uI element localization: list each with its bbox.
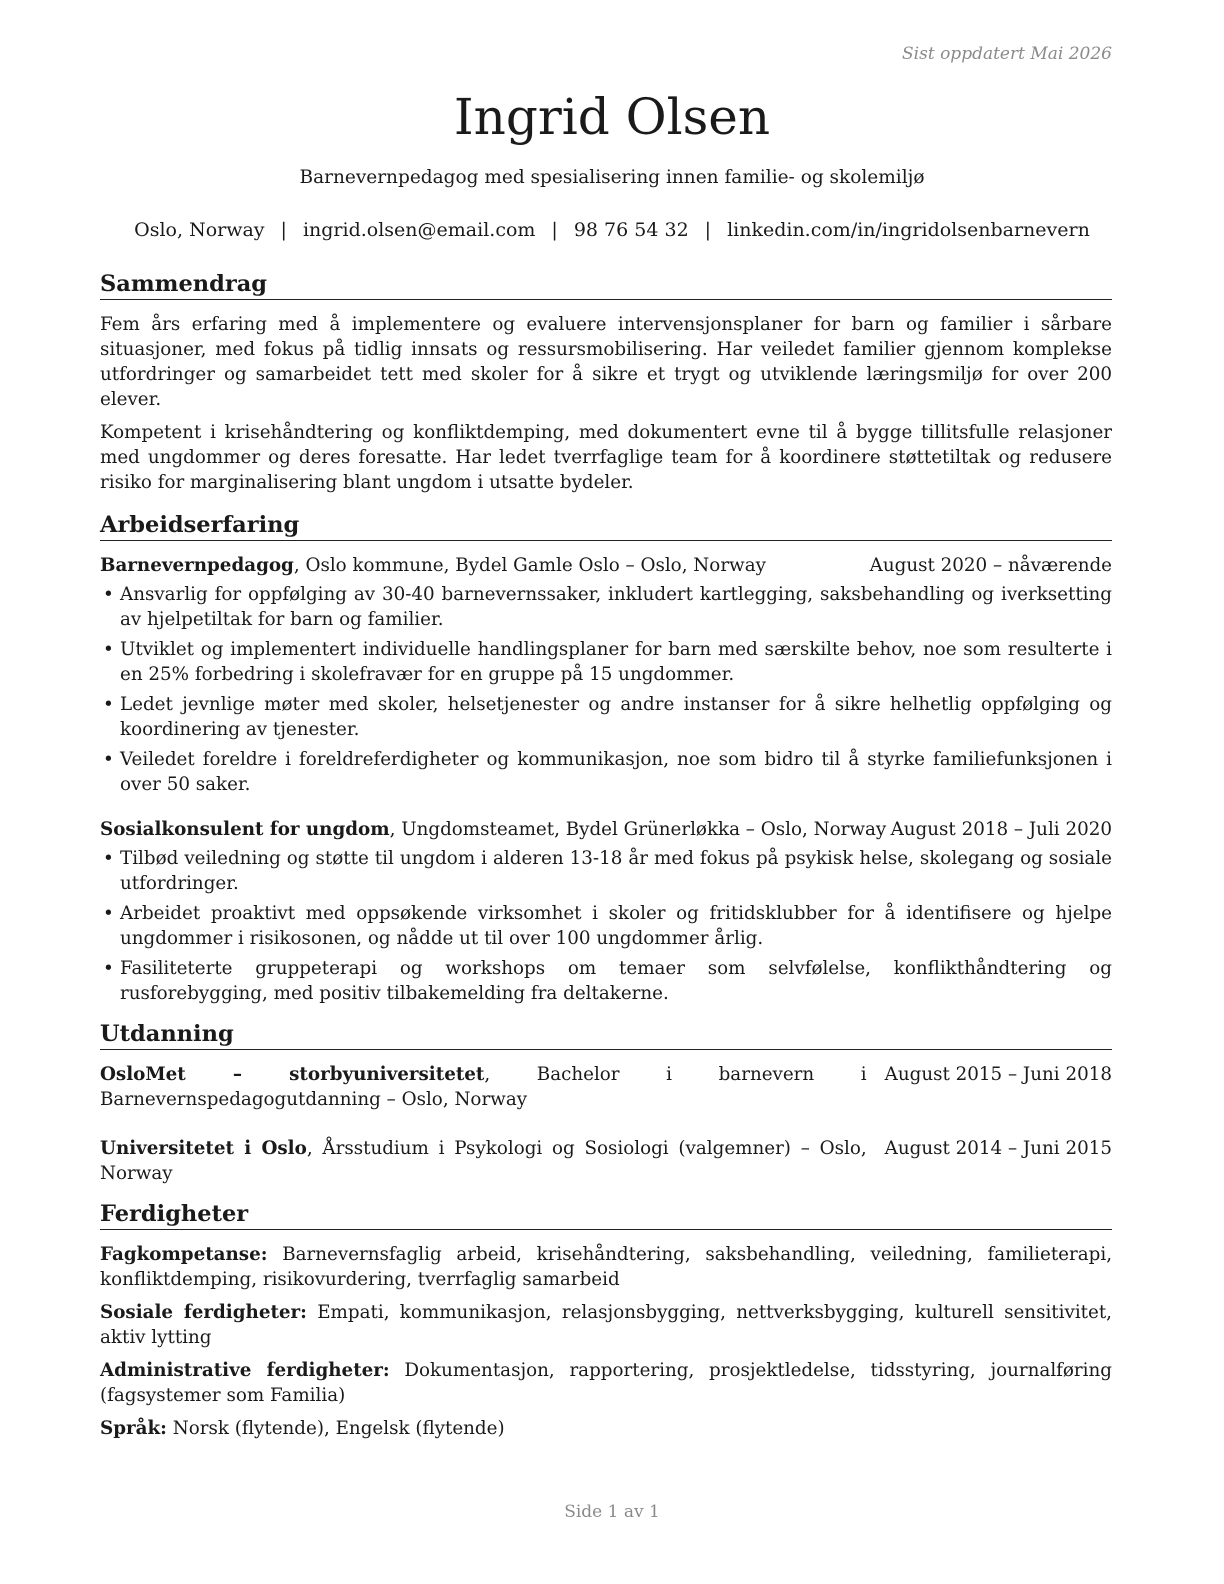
contact-separator: | <box>551 219 558 241</box>
job-bullets <box>100 582 1112 797</box>
contact-separator: | <box>280 219 287 241</box>
bullet-icon: • <box>103 848 114 869</box>
skill-text: Barnevernsfaglig arbeid, krisehåndtering, saksbehandling, veiledning, familieterapi, konfliktdemping, risikovurdering, tverrfaglig samarbeid <box>100 1244 1112 1290</box>
job-dates: August 2020 – nåværende <box>869 555 1112 576</box>
summary-paragraph: Kompetent i krisehåndtering og konfliktdemping, med dokumentert evne til å bygge tillitsfulle relasjoner med ungdommer og deres foresatte. Har ledet tverrfaglige team for å koordinere støttetiltak og redusere risiko for marginalisering blant ungdom i utsatte bydeler. <box>100 422 1112 493</box>
experience-section <box>100 511 1112 1006</box>
bullet-icon: • <box>103 584 114 605</box>
bullet-icon: • <box>103 903 114 924</box>
job-bullet: • Fasiliteterte gruppeterapi og workshops om temaer som selvfølelse, konflikthåndtering og rusforebygging, med positiv tilbakemelding fra deltakerne. <box>103 958 1112 1004</box>
job-dates: August 2018 – Juli 2020 <box>890 819 1112 840</box>
skills-section <box>100 1200 1112 1441</box>
bullet-icon: • <box>103 694 114 715</box>
education-detail: , Bachelor i barnevern i Barnevernspedagogutdanning – Oslo, Norway <box>100 1064 867 1110</box>
contact-linkedin[interactable]: linkedin.com/in/ingridolsenbarnevern <box>727 219 1090 241</box>
skill-line <box>100 1242 1112 1292</box>
section-heading-skills: Ferdigheter <box>100 1200 1112 1230</box>
summary-paragraph: Fem års erfaring med å implementere og evaluere intervensjonsplaner for barn og familier i sårbare situasjoner, med fokus på tidlig innsats og ressursmobilisering. Har veiledet familier gjennom komplekse utfordringer og samarbeidet tett med skoler for å sikre et trygt og utviklende læringsmiljø for over 200 elever. <box>100 314 1112 410</box>
job-header <box>100 553 1112 578</box>
contact-location: Oslo, Norway <box>134 219 265 241</box>
skill-text: Dokumentasjon, rapportering, prosjektledelse, tidsstyring, journalføring (fagsystemer som Familia) <box>100 1360 1112 1406</box>
job-bullet: • Arbeidet proaktivt med oppsøkende virksomhet i skoler og fritidsklubber for å identifisere og hjelpe ungdommer i risikosonen, og nådde ut til over 100 ungdommer årlig. <box>103 903 1112 949</box>
section-heading-education: Utdanning <box>100 1020 1112 1050</box>
resume-body <box>100 270 1112 1449</box>
education-section <box>100 1020 1112 1186</box>
candidate-name: Ingrid Olsen <box>453 88 771 146</box>
bullet-icon: • <box>103 639 114 660</box>
contact-separator: | <box>704 219 712 241</box>
job-bullet: • Ansvarlig for oppfølging av 30-40 barnevernssaker, inkludert kartlegging, saksbehandling og iverksetting av hjelpetiltak for barn og familier. <box>103 584 1112 630</box>
job-organization: , Oslo kommune, Bydel Gamle Oslo – Oslo, Norway <box>293 555 766 576</box>
job-bullet: • Ledet jevnlige møter med skoler, helsetjenester og andre instanser for å sikre helhetlig oppfølging og koordinering av tjenester. <box>103 694 1112 740</box>
job-title: Sosialkonsulent for ungdom <box>100 819 390 840</box>
bullet-icon: • <box>103 958 114 979</box>
skill-line <box>100 1416 1112 1441</box>
skill-line <box>100 1358 1112 1408</box>
job-title: Barnevernpedagog <box>100 555 294 576</box>
section-heading-experience: Arbeidserfaring <box>100 511 1112 541</box>
education-dates: August 2014 – Juni 2015 <box>884 1138 1112 1159</box>
skill-line <box>100 1300 1112 1350</box>
education-entry <box>100 1062 1112 1112</box>
last-updated-note: Sist oppdatert Mai 2026 <box>902 44 1112 64</box>
education-school: OsloMet – storbyuniversitetet <box>100 1064 485 1085</box>
skill-label: Fagkompetanse: <box>100 1244 268 1265</box>
job-bullets <box>100 846 1112 1006</box>
candidate-tagline: Barnevernpedagog med spesialisering innen familie- og skolemiljø <box>299 167 925 188</box>
page-number: Side 1 av 1 <box>564 1502 660 1522</box>
skill-text: Norsk (flytende), Engelsk (flytende) <box>166 1418 505 1439</box>
summary-section <box>100 270 1112 495</box>
education-dates: August 2015 – Juni 2018 <box>884 1064 1112 1085</box>
contact-email[interactable]: ingrid.olsen@email.com <box>302 219 536 241</box>
job-organization: , Ungdomsteamet, Bydel Grünerløkka – Oslo, Norway <box>389 819 887 840</box>
job-bullet: • Tilbød veiledning og støtte til ungdom i alderen 13-18 år med fokus på psykisk helse, skolegang og sosiale utfordringer. <box>103 848 1112 894</box>
job-header <box>100 817 1112 842</box>
job-entry <box>100 553 1112 797</box>
job-bullet: • Utviklet og implementert individuelle handlingsplaner for barn med særskilte behov, noe som resulterte i en 25% forbedring i skolefravær for en gruppe på 15 ungdommer. <box>103 639 1112 685</box>
skill-label: Administrative ferdigheter: <box>100 1360 390 1381</box>
skill-label: Sosiale ferdigheter: <box>100 1302 307 1323</box>
job-entry <box>100 817 1112 1006</box>
contact-phone: 98 76 54 32 <box>573 219 689 241</box>
section-heading-summary: Sammendrag <box>100 270 1112 300</box>
job-bullet: • Veiledet foreldre i foreldreferdigheter og kommunikasjon, noe som bidro til å styrke familiefunksjonen i over 50 saker. <box>103 749 1112 795</box>
education-detail: , Årsstudium i Psykologi og Sosiologi (valgemner) – Oslo, Norway <box>100 1138 867 1184</box>
education-entry <box>100 1136 1112 1186</box>
skill-label: Språk: <box>100 1418 167 1439</box>
skill-text: Empati, kommunikasjon, relasjonsbygging, nettverksbygging, kulturell sensitivitet, aktiv lytting <box>100 1302 1112 1348</box>
education-school: Universitetet i Oslo <box>100 1138 307 1159</box>
contact-line <box>0 219 1224 241</box>
bullet-icon: • <box>103 749 114 770</box>
